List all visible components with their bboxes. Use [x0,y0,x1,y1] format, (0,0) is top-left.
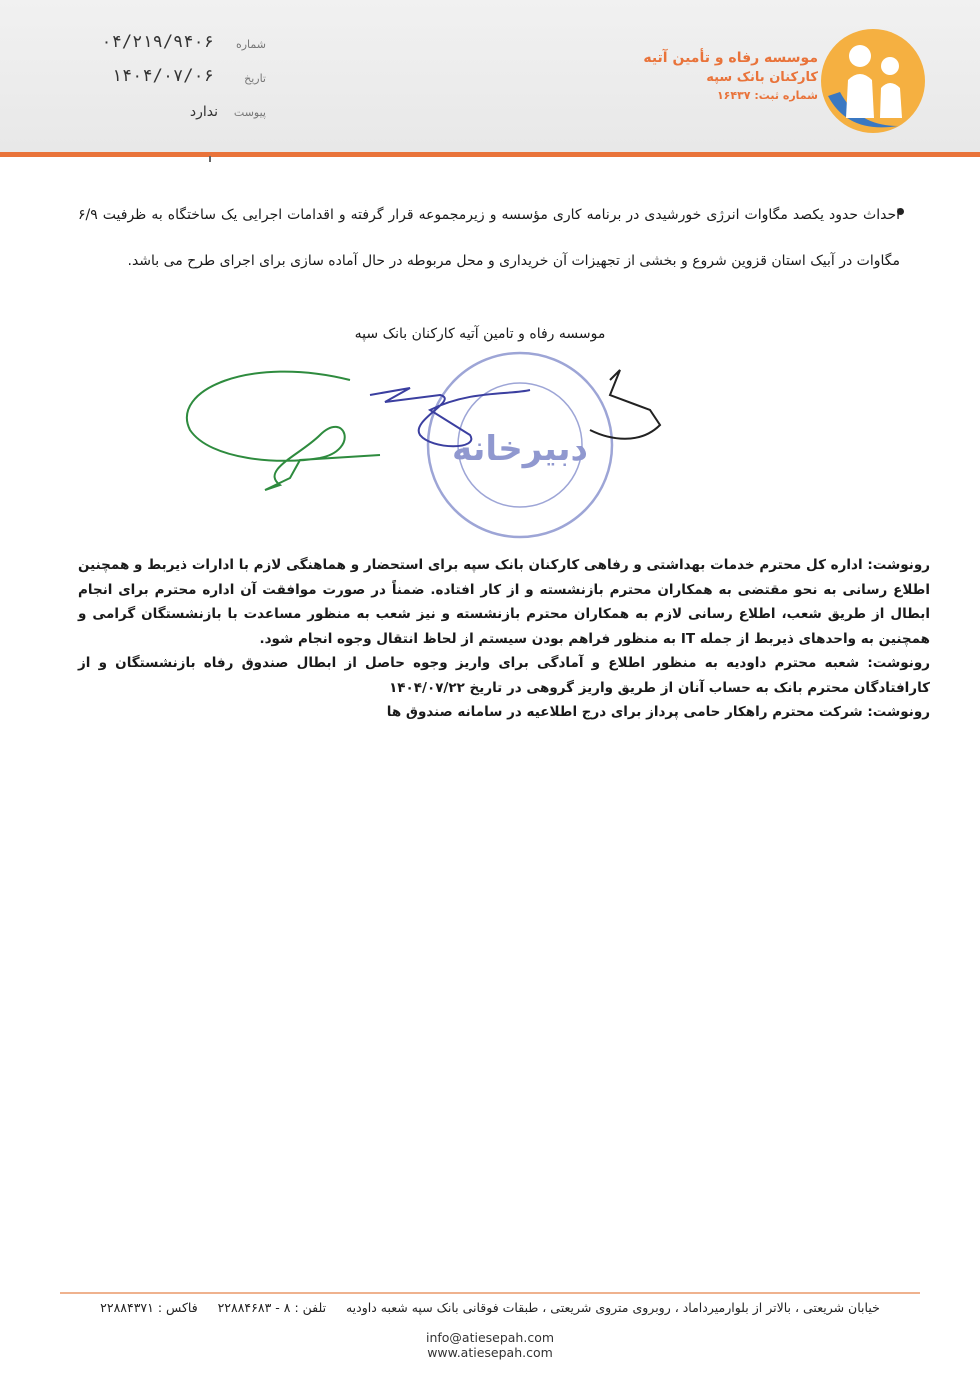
stamp-center-text: دبیرخانه [452,429,588,469]
black-signature [590,370,660,439]
body-paragraph: احداث حدود یکصد مگاوات انرژی خورشیدی در برنامه کاری مؤسسه و زیرمجموعه قرار گرفته و اقدامات اجرایی یک ساختگاه به ظرفیت ۶/۹ مگاوات در آبیک استان قزوین شروع و بخشی از تجهیزات آن خریداری و محل مربوطه در حال آماده سازی برای اجرای طرح می باشد. [78,207,900,269]
meta-date-row [96,66,266,90]
attachment-value: ندارد [189,104,218,120]
letterhead [0,0,980,157]
meta-attachment-row [96,100,266,124]
number-value: ۰۴/۲۱۹/۹۴۰۶ [101,32,214,52]
letter-meta [96,32,266,132]
footer-email-link[interactable]: info@atiesepah.com [425,1330,555,1345]
copy-note-3: رونوشت: شرکت محترم راهکار حامی پرداز برای درج اطلاعیه در سامانه صندوق ها [386,704,930,720]
date-label: تاریخ [244,72,266,85]
copy-note-1: رونوشت: اداره کل محترم خدمات بهداشتی و رفاهی کارکنان بانک سپه برای استحضار و هماهنگی لازم با ادارات ذیربط و همچنین اطلاع رسانی به نحو مقتضی به همکاران محترم بازنشسته و از کار افتاده. ضمناً در صورت موافقت آن اداره محترم برای انجام ابطال از طریق شعب، اطلاع رسانی لازم به همکاران محترم بازنشسته و نیز شعب به منظور مساعدت با بازنشستگان گرامی و همچنین به واحدهای ذیربط از جمله IT به منظور فراهم بودن سیستم از لحاظ انتقال وجوه انجام شود. [78,557,930,647]
footer-fax: فاکس : ۲۲۸۸۴۳۷۱ [100,1300,198,1315]
organization-name [643,50,818,102]
footer-links [330,1330,650,1360]
copy-note-2: رونوشت: شعبه محترم داودیه به منظور اطلاع و آمادگی برای واریز وجوه حاصل از ابطال صندوق رفاه بازنشستگان و از کارافتادگان محترم بانک به حساب آنان از طریق واریز گروهی در تاریخ ۱۴۰۴/۰۷/۲۲ [78,655,930,696]
footer-contact [90,1300,890,1315]
footer-address: خیابان شریعتی ، بالاتر از بلوارمیرداماد ، روبروی متروی شریعتی ، طبقات فوقانی بانک سپه شعبه داودیه [345,1300,880,1315]
family-logo-icon [818,26,928,136]
signer-organization: موسسه رفاه و تامین آتیه کارکنان بانک سپه [354,326,606,342]
footer-divider [60,1292,920,1294]
signature-and-stamp [170,350,690,550]
footer-website-link[interactable]: www.atiesepah.com [427,1345,553,1360]
meta-number-row [96,32,266,56]
org-line-1: موسسه رفاه و تأمین آتیه [643,50,818,66]
org-line-2: کارکنان بانک سپه [706,70,818,85]
number-label: شماره [235,38,266,51]
green-signature [187,372,380,490]
footer-phone: تلفن : ۸ - ۲۲۸۸۴۶۸۳ [217,1300,327,1315]
copies-section [78,553,930,725]
fold-mark [209,156,211,162]
seal-stamp [428,353,612,537]
org-registration: شماره ثبت: ۱۶۴۳۷ [716,89,818,102]
attachment-label: پیوست [233,106,266,119]
date-value: ۱۴۰۴/۰۷/۰۶ [111,66,214,86]
